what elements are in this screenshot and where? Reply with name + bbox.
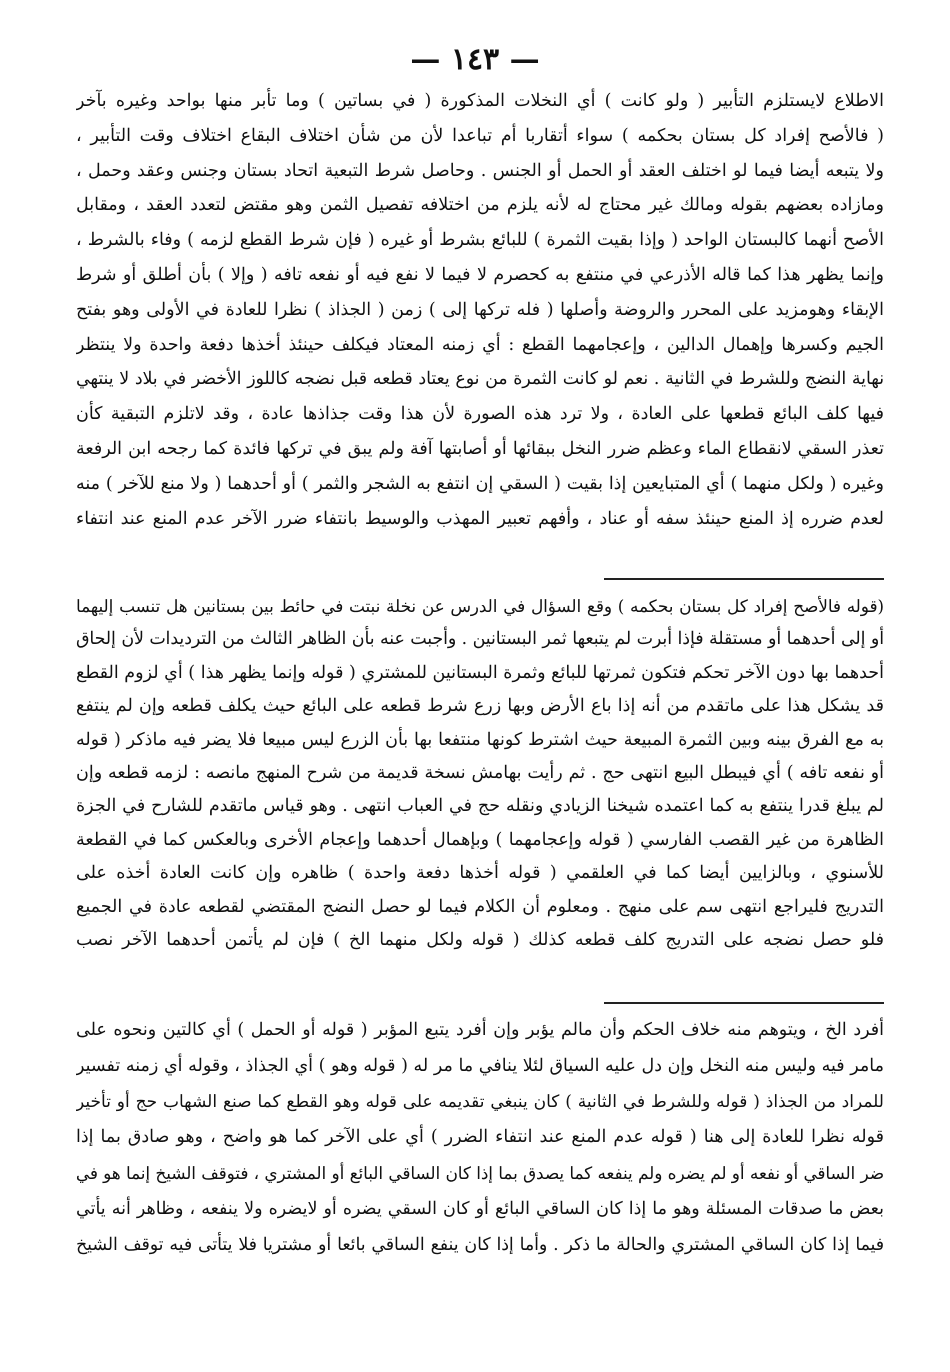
text-line: ( فالأصح إفراد كل بستان بحكمه ) سواء أتقاربا أم تباعدا لأن من شأن اختلاف البقاع اختلاف وقت التأبير ،: [76, 125, 884, 146]
text-line: أفرد الخ ، ويتوهم منه خلاف الحكم وأن مالم يؤبر وإن أفرد يتبع المؤبر ( قوله أو الحمل ) أي كالتين ونحوه على: [76, 1020, 884, 1040]
text-line: وإنما يظهر هذا كما قاله الأذرعي في منتفع به كحصرم لا فيما لا نفع فيه أو نفعه تافه ( وإلا ) بأن أطلق أو شرط: [76, 264, 884, 285]
text-line: تعذر السقي لانقطاع الماء وعظم ضرر النخل ببقائها أو أصابتها آفة ولم يبق في تركها فائدة كما رجحه ابن الرفعة: [76, 438, 884, 459]
text-line: أحدهما بها دون الآخر تحكم فتكون ثمرتها للبائع وثمرة البستانين للمشتري ( قوله وإنما يظهر هذا ) أي لزوم القطع: [76, 662, 884, 683]
text-line: فلو حصل نضجه على التدريج كلف قطعه كذلك ( قوله ولكل منهما الخ ) فإن لم يأتمن أحدهما الآخر نصب: [76, 929, 884, 950]
text-line: قد يشكل هذا على ماتقدم من أنه إذا باع الأرض وبها زرع شرط قطعه على البائع حيث يكلف قطعه وإن لم ينتفع: [76, 696, 884, 717]
text-line: لعدم ضرره إذ المنع حينئذ سفه أو عناد ، وأفهم تعبير المهذب والوسيط بانتفاء ضرر الآخر عدم المنع عند انتفاء: [76, 508, 884, 529]
text-line: الإبقاء وهومزيد على المحرر والروضة وأصلها ( فله تركها إلى ) زمن ( الجذاذ ) نظرا للعادة في الأولى وهو بفتح: [76, 299, 884, 320]
text-line: بعض ما صدقات المسئلة وهو ما إذا كان الساقي البائع أو كان السقي يضره أو لايضره ولا ينفعه ، وظاهر أنه يأتي: [76, 1198, 884, 1219]
footnote-separator-1: [604, 578, 884, 580]
text-line: أو إلى أحدهما أو مستقلة فإذا أبرت لم يتبعها ثمر البستانين . وأجبت عنه بأن الظاهر الثالث من الترديدات لأن إلحاق: [76, 629, 884, 650]
text-line: وغيره ( ولكل منهما ) أي المتبايعين إذا بقيت ( السقي إن انتفع به الشجر والثمر ) أو أحدهما ( ولا منع للآخر ) منه: [76, 473, 884, 494]
text-line: الجيم وكسرها وإهمال الدالين ، وإعجامهما القطع : أي زمنه المعتاد فيكلف حينئذ أخذها دفعة واحدة ولا ينتظر: [76, 334, 884, 355]
text-line: الظاهرة من غير القصب الفارسي ( قوله وإعجامهما ) وبإهمال أحدهما وإعجام الأخرى وبالعكس كما في القطعة: [76, 829, 884, 850]
commentary-first: [76, 590, 884, 957]
text-line: ضر الساقي أو نفعه أو لم يضره ولم ينفعه كما يصدق بما إذا كان الساقي البائع أو المشتري ، فتوقف الشيخ إنما هو في: [76, 1163, 884, 1184]
text-line: مامر فيه وليس منه النخل وإن دل عليه السياق لئلا ينافي ما مر له ( قوله وهو ) أي الجذاذ ، وقوله أي زمنه تفسير: [76, 1055, 884, 1076]
text-line: للأسنوي ، وبالزايين أيضا كما في العلقمي ( قوله أخذها دفعة واحدة ) ظاهره وإن كانت العادة أخذه على: [76, 863, 884, 884]
text-line: فيها كلف البائع قطعها على العادة ، ولا ترد هذه الصورة لأن هذا وقت جذاذها عادة ، وقد لاتلزم التبقية كأن: [76, 404, 884, 425]
text-line: لم يبلغ قدرا ينتفع به كما اعتمده شيخنا الزيادي ونقله حج في العباب انتهى . وهو قياس ماتقدم للشارح في الجزة: [76, 796, 884, 817]
text-line: قوله نظرا للعادة إلى هنا ( قوله عدم المنع عند انتفاء الضرر ) أي على الآخر كما هو واضح ، وهو صادق بما إذا: [76, 1127, 884, 1148]
text-line: للمراد من الجذاذ ( قوله وللشرط في الثانية ) كان ينبغي تقديمه على قوله وهو القطع كما صنع الشهاب حج أو تأخير: [76, 1091, 884, 1112]
text-line: ومازاده بعضهم بقوله ومالك غير محتاج له لأنه يلزم من اختلافه تفصيل الثمن وهو مقتض لتعدد العقد ، ومقابل: [76, 195, 884, 216]
text-line: (قوله فالأصح إفراد كل بستان بحكمه ) وقع السؤال في الدرس عن نخلة نبتت في حائط بين بستانين هل تنسب إليهما: [76, 596, 884, 616]
text-line: ولا يتبعه أيضا فيما لو اختلف العقد أو الحمل أو الجنس . وحاصل شرط التبعية اتحاد بستان وجنس وعقد وحمل ،: [76, 160, 884, 181]
text-line: أو نفعه تافه ) أي فيبطل البيع انتهى حج . ثم رأيت بهامش نسخة قديمة من شرح المنهج مانصه : لزمه قطعه وإن: [76, 762, 884, 783]
text-line: الاطلاع لايستلزم التأبير ( ولو كانت ) أي النخلات المذكورة ( في بساتين ) وما تأبر منها بواحد وغيره بآخر: [76, 91, 884, 111]
main-text: [76, 84, 884, 536]
text-line: الأصح أنهما كالبستان الواحد ( وإذا بقيت الثمرة ) للبائع بشرط أو غيره ( فإن شرط القطع لزمه ) وفاء بالشرط ،: [76, 230, 884, 251]
text-line: به مع الفرق بينه وبين الثمرة المبيعة حيث اشترط كونها منتفعا بها بأن الزرع ليس مبيعا فلا يضر فيه ماذكر ( قوله: [76, 729, 884, 750]
page-number: — ١٤٣ —: [410, 42, 540, 77]
footnote-separator-2: [604, 1002, 884, 1004]
commentary-second: [76, 1013, 884, 1264]
text-line: التدريج فليراجع انتهى سم على منهج . ومعلوم أن الكلام فيما لو حصل النضج المقتضي لقطعه عادة في الجميع: [76, 896, 884, 917]
text-line: فيما إذا كان الساقي المشتري والحالة ما ذكر . وأما إذا كان ينفع الساقي بائعا أو مشتريا فلا يتأتى فيه توقف الشيخ: [76, 1234, 884, 1255]
text-line: نهاية النضج وللشرط في الثانية . نعم لو كانت الثمرة من نوع يعتاد قطعه قبل نضجه كاللوز الأخضر في بلاد لا ينتهي: [76, 369, 884, 390]
